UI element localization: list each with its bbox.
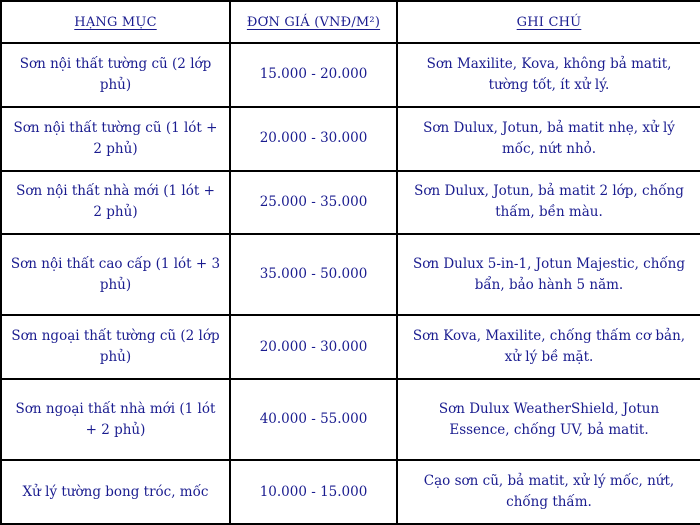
cell-price: 25.000 - 35.000	[230, 171, 397, 235]
cell-note: Sơn Dulux, Jotun, bả matit 2 lớp, chống thấm, bền màu.	[397, 171, 700, 235]
cell-price: 10.000 - 15.000	[230, 460, 397, 524]
cell-price: 20.000 - 30.000	[230, 107, 397, 171]
cell-item: Sơn nội thất tường cũ (2 lớp phủ)	[1, 43, 230, 107]
cell-price: 40.000 - 55.000	[230, 379, 397, 460]
cell-item: Sơn ngoại thất tường cũ (2 lớp phủ)	[1, 315, 230, 379]
header-price: ĐƠN GIÁ (VNĐ/M²)	[230, 1, 397, 43]
cell-item: Xử lý tường bong tróc, mốc	[1, 460, 230, 524]
header-note: GHI CHÚ	[397, 1, 700, 43]
table-row	[1, 43, 700, 107]
cell-price: 15.000 - 20.000	[230, 43, 397, 107]
cell-item: Sơn nội thất cao cấp (1 lót + 3 phủ)	[1, 234, 230, 315]
cell-price: 20.000 - 30.000	[230, 315, 397, 379]
cell-note: Sơn Kova, Maxilite, chống thấm cơ bản, xử lý bề mặt.	[397, 315, 700, 379]
cell-note: Sơn Dulux, Jotun, bả matit nhẹ, xử lý mốc, nứt nhỏ.	[397, 107, 700, 171]
table-row	[1, 107, 700, 171]
cell-note: Sơn Dulux WeatherShield, Jotun Essence, chống UV, bả matit.	[397, 379, 700, 460]
cell-note: Cạo sơn cũ, bả matit, xử lý mốc, nứt, chống thấm.	[397, 460, 700, 524]
cell-item: Sơn nội thất tường cũ (1 lót + 2 phủ)	[1, 107, 230, 171]
table-row	[1, 171, 700, 235]
table-header-row	[1, 1, 700, 43]
cell-item: Sơn nội thất nhà mới (1 lót + 2 phủ)	[1, 171, 230, 235]
cell-note: Sơn Maxilite, Kova, không bả matit, tường tốt, ít xử lý.	[397, 43, 700, 107]
cell-price: 35.000 - 50.000	[230, 234, 397, 315]
table-row	[1, 379, 700, 460]
table-row	[1, 315, 700, 379]
header-item: HẠNG MỤC	[1, 1, 230, 43]
table-row	[1, 234, 700, 315]
table-row	[1, 460, 700, 524]
cell-note: Sơn Dulux 5-in-1, Jotun Majestic, chống bẩn, bảo hành 5 năm.	[397, 234, 700, 315]
cell-item: Sơn ngoại thất nhà mới (1 lót + 2 phủ)	[1, 379, 230, 460]
